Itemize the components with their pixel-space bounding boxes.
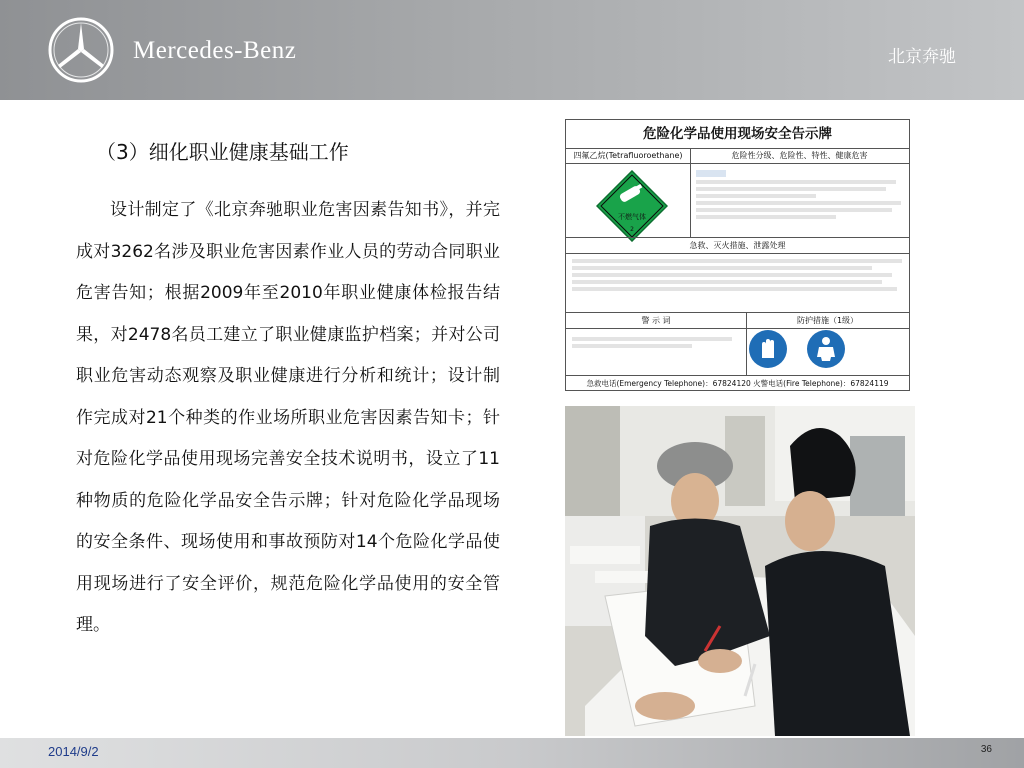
hazmat-safety-sign	[565, 119, 910, 391]
mercedes-star-logo	[47, 16, 115, 84]
sign-column-divider-2	[746, 312, 747, 375]
sign-hazard-header: 危险性分级、危险性、特性、健康危害	[690, 148, 909, 164]
header-bar	[0, 0, 1024, 100]
sign-protection-header: 防护措施（1级）	[746, 312, 909, 329]
sign-title: 危险化学品使用现场安全告示牌	[566, 120, 909, 149]
sign-emergency-header: 急救、灭火措施、泄露处理	[566, 237, 909, 254]
brand-name: Mercedes-Benz	[133, 37, 297, 64]
emergency-details-text	[572, 256, 902, 308]
footer-bar	[0, 738, 1024, 768]
sign-substance-name: 四氟乙烷(Tetrafluoroethane)	[566, 148, 690, 164]
footer-date: 2014/9/2	[48, 744, 99, 759]
sign-emergency-telephone: 急救电话(Emergency Telephone)：67824120 火警电话(Fire Telephone)：67824119	[566, 375, 909, 392]
nonflammable-gas-diamond-icon	[596, 170, 668, 242]
hazard-details-text	[696, 168, 904, 234]
warning-details-text	[572, 334, 740, 351]
section-title: （3）细化职业健康基础工作	[96, 140, 349, 164]
body-paragraph: 设计制定了《北京奔驰职业危害因素告知书》，并完成对3262名涉及职业危害因素作业人员的劳动合同职业危害告知；根据2009年至2010年职业健康体检报告结果，对2478名员工建立了职业健康监护档案；并对公司职业危害动态观察及职业健康进行分析和统计；设计制作完成对21个种类的作业场所职业危害因素告知卡；针对危险化学品使用现场完善安全技术说明书，设立了11种物质的危险化学品安全告示牌；针对危险化学品现场的安全条件、现场使用和事故预防对14个危险化学品使用现场进行了安全评价，规范危险化学品使用的安全管理。	[76, 200, 500, 635]
header-city: 北京奔驰	[888, 47, 956, 67]
gloves-required-icon	[749, 330, 787, 368]
diamond-label: 不燃气体	[618, 213, 646, 221]
workers-photo	[565, 406, 915, 736]
sign-warning-header: 警 示 词	[566, 312, 746, 329]
diamond-class: 2	[630, 226, 634, 233]
sign-column-divider	[690, 148, 691, 238]
page-number: 36	[980, 744, 992, 755]
protective-suit-icon	[807, 330, 845, 368]
